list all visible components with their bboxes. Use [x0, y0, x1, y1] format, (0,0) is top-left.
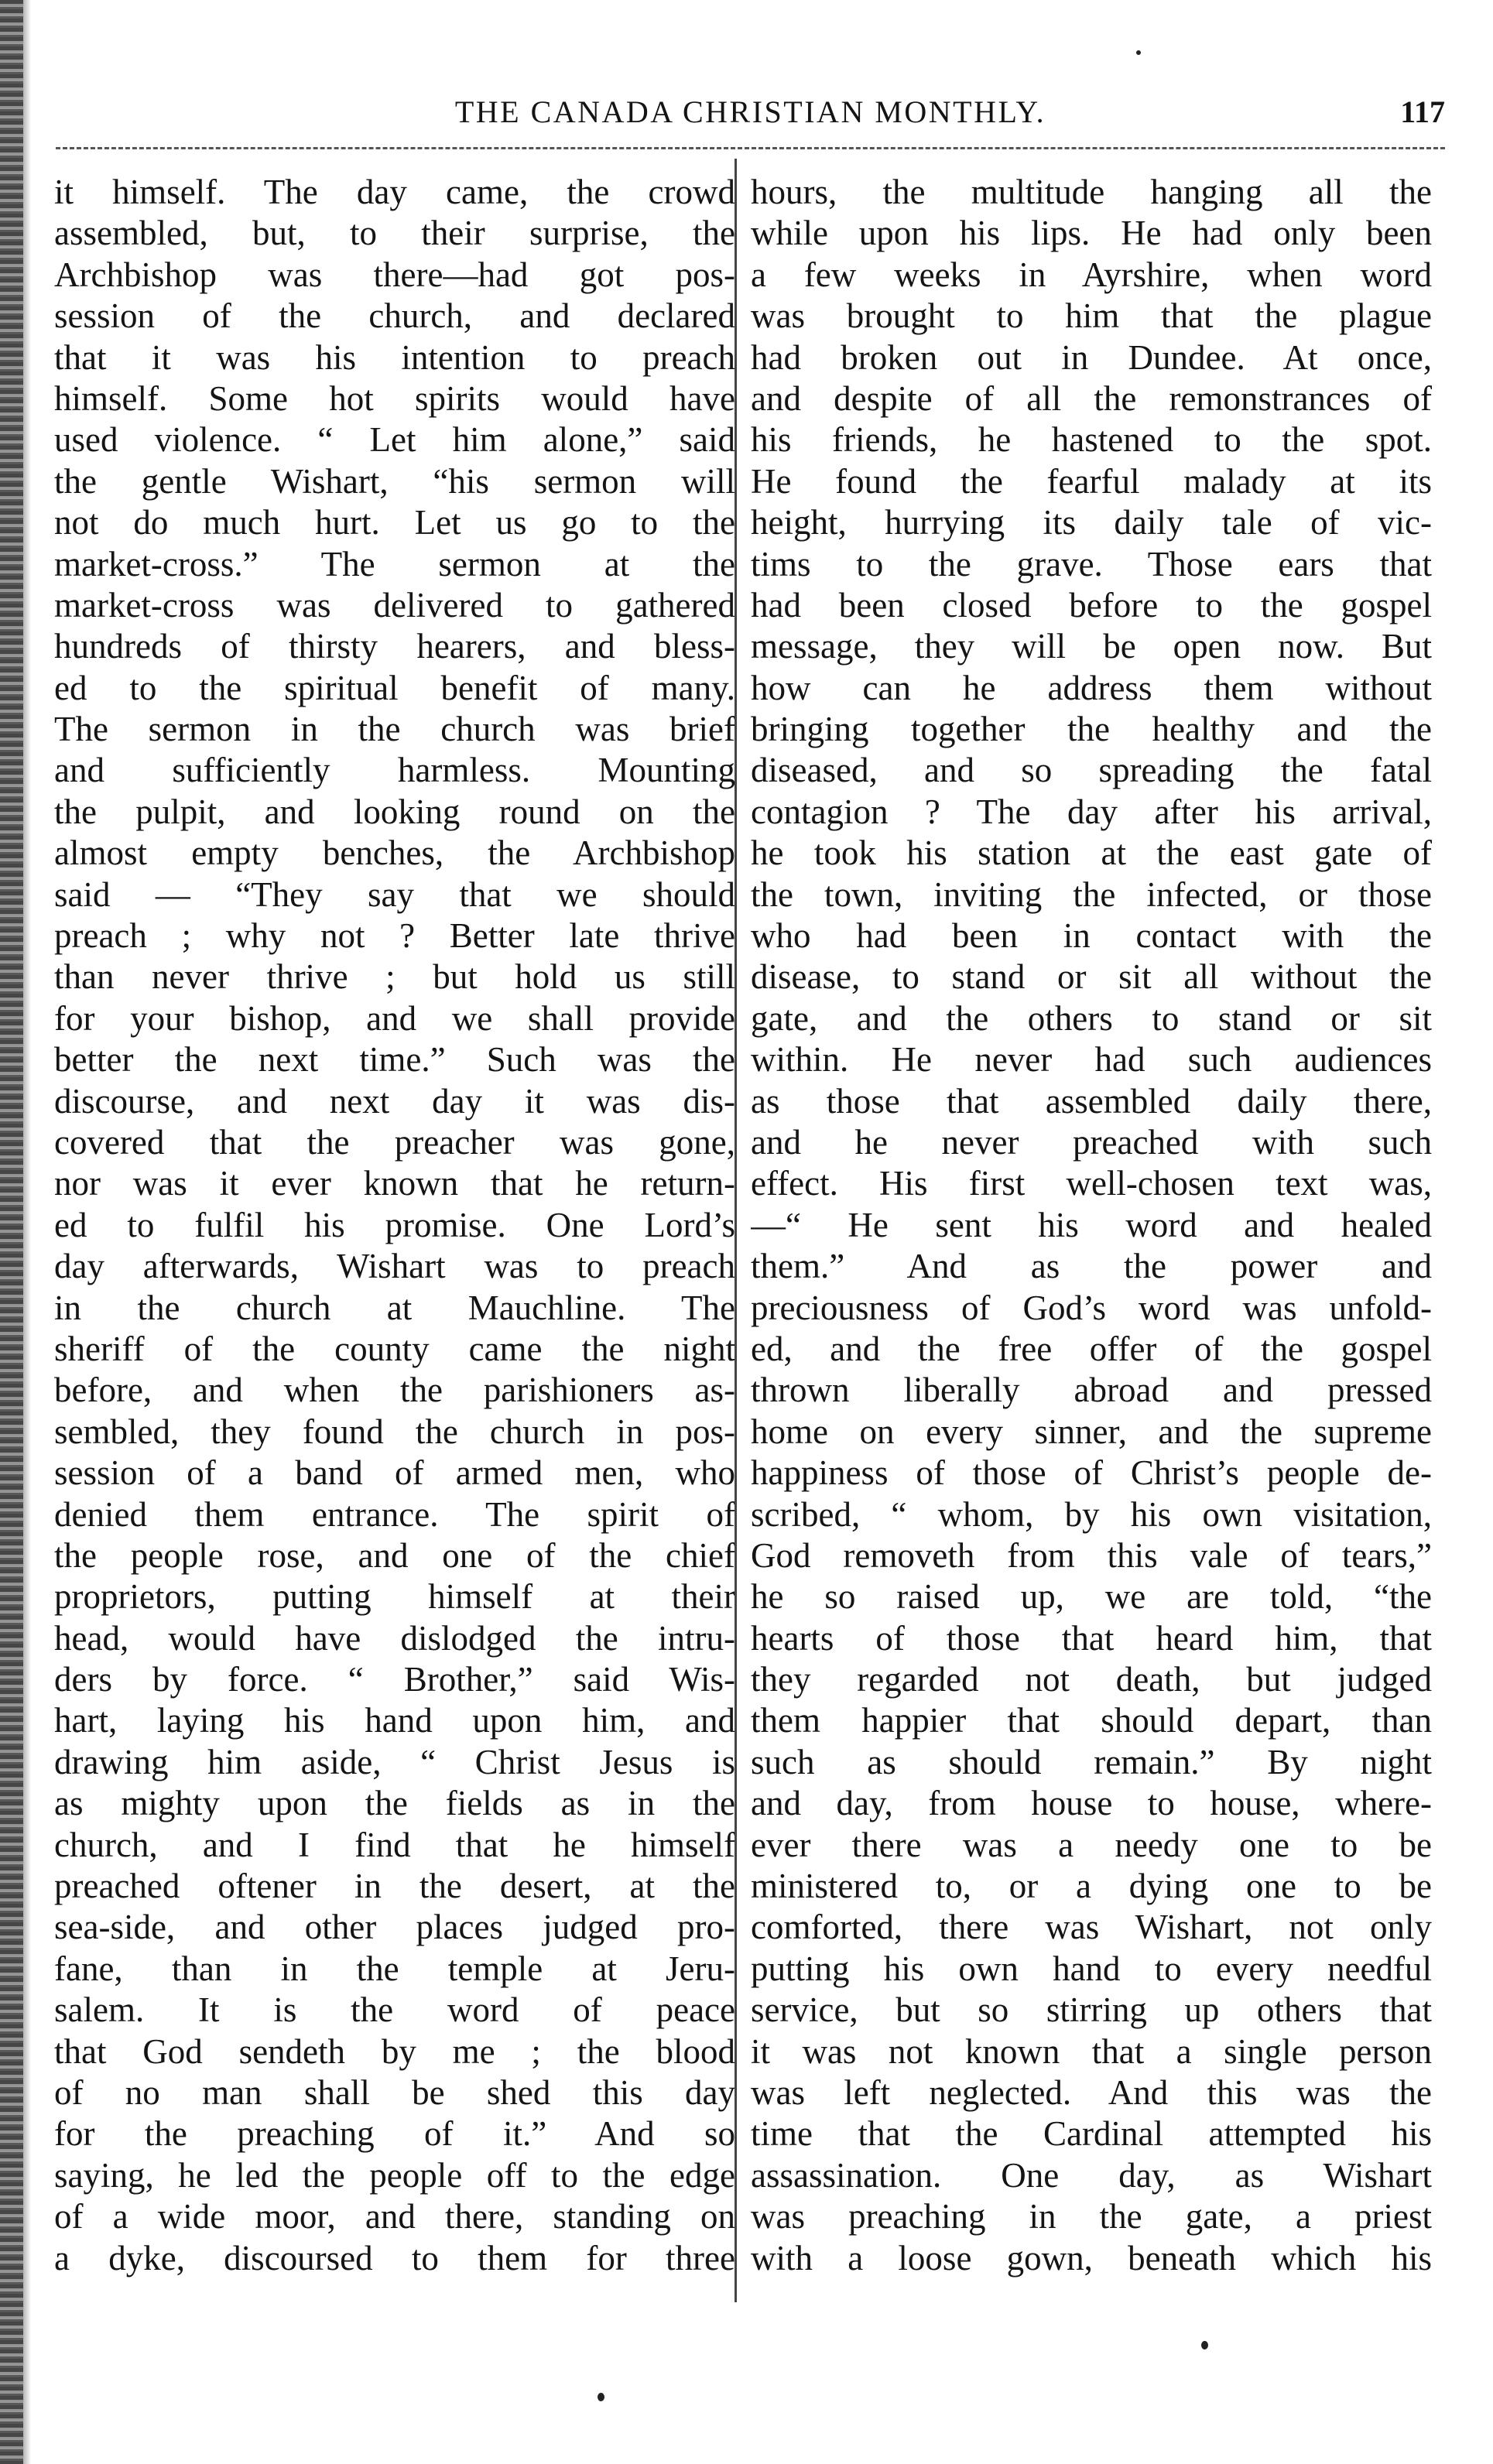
text-line: happiness of those of Christ’s people de- [751, 1453, 1432, 1493]
text-line: before, and when the parishioners as- [54, 1371, 735, 1410]
text-line: hearts of those that heard him, that [751, 1618, 1432, 1658]
text-line: that it was his intention to preach [54, 337, 735, 377]
text-line: the gentle Wishart, “his sermon will [54, 461, 735, 501]
text-line: scribed, “ whom, by his own visitation, [751, 1494, 1432, 1534]
text-line: and he never preached with such [751, 1122, 1432, 1162]
text-line: better the next time.” Such was the [54, 1040, 735, 1080]
text-line: time that the Cardinal attempted his [751, 2114, 1432, 2154]
text-line: them.” And as the power and [751, 1247, 1432, 1286]
text-line: ed, and the free offer of the gospel [751, 1329, 1432, 1368]
text-line: market-cross.” The sermon at the [54, 544, 735, 583]
text-line: God removeth from this vale of tears,” [751, 1535, 1432, 1575]
text-line: was preaching in the gate, a priest [751, 2197, 1432, 2236]
text-line: hours, the multitude hanging all the [751, 173, 1432, 211]
text-line: himself. Some hot spirits would have [54, 378, 735, 418]
text-line: for your bishop, and we shall provide [54, 998, 735, 1038]
text-line: who had been in contact with the [751, 916, 1432, 956]
text-line: how can he address them without [751, 668, 1432, 707]
text-line: session of the church, and declared [54, 296, 735, 336]
text-line: church, and I find that he himself [54, 1825, 735, 1864]
text-line: proprietors, putting himself at their [54, 1577, 735, 1617]
text-line: of a wide moor, and there, standing on [54, 2197, 735, 2236]
text-line: assassination. One day, as Wishart [751, 2155, 1432, 2195]
text-line: drawing him aside, “ Christ Jesus is [54, 1742, 735, 1781]
text-line: with a loose gown, beneath which his [751, 2238, 1432, 2277]
text-line: the town, inviting the infected, or those [751, 874, 1432, 914]
text-line: home on every sinner, and the supreme [751, 1412, 1432, 1451]
text-line: ders by force. “ Brother,” said Wis- [54, 1660, 735, 1699]
text-line: and despite of all the remonstrances of [751, 378, 1432, 418]
text-line: fane, than in the temple at Jeru- [54, 1949, 735, 1988]
text-line: preach ; why not ? Better late thrive [54, 916, 735, 956]
text-line: preached oftener in the desert, at the [54, 1867, 735, 1906]
text-line: his friends, he hastened to the spot. [751, 420, 1432, 460]
text-line: gate, and the others to stand or sit [751, 998, 1432, 1038]
text-line: ed to fulfil his promise. One Lord’s [54, 1205, 735, 1244]
text-line: effect. His first well-chosen text was, [751, 1164, 1432, 1203]
text-line: covered that the preacher was gone, [54, 1122, 735, 1162]
text-line: The sermon in the church was brief [54, 710, 735, 749]
text-line: it himself. The day came, the crowd [54, 173, 735, 211]
text-line: service, but so stirring up others that [751, 1990, 1432, 2030]
text-line: discourse, and next day it was dis- [54, 1081, 735, 1121]
text-line: sheriff of the county came the night [54, 1329, 735, 1368]
text-line: putting his own hand to every needful [751, 1949, 1432, 1988]
text-line: market-cross was delivered to gathered [54, 585, 735, 625]
text-line: had been closed before to the gospel [751, 585, 1432, 625]
text-line: head, would have dislodged the intru- [54, 1618, 735, 1658]
text-line: message, they will be open now. But [751, 627, 1432, 666]
text-line: hundreds of thirsty hearers, and bless- [54, 627, 735, 666]
text-line: bringing together the healthy and the [751, 710, 1432, 749]
ink-speck [598, 2393, 604, 2401]
text-line: denied them entrance. The spirit of [54, 1494, 735, 1534]
text-line: sea-side, and other places judged pro- [54, 1908, 735, 1947]
text-line: said — “They say that we should [54, 874, 735, 914]
text-line: ever there was a needy one to be [751, 1825, 1432, 1864]
text-line: of no man shall be shed this day [54, 2072, 735, 2112]
text-line: he took his station at the east gate of [751, 833, 1432, 873]
text-line: salem. It is the word of peace [54, 1990, 735, 2030]
text-line: ministered to, or a dying one to be [751, 1867, 1432, 1906]
text-line: assembled, but, to their surprise, the [54, 214, 735, 253]
text-line: nor was it ever known that he return- [54, 1164, 735, 1203]
running-header [56, 85, 1445, 139]
text-line: He found the fearful malady at its [751, 461, 1432, 501]
text-line: session of a band of armed men, who [54, 1453, 735, 1493]
text-line: comforted, there was Wishart, not only [751, 1908, 1432, 1947]
text-line: was left neglected. And this was the [751, 2072, 1432, 2112]
text-line: such as should remain.” By night [751, 1742, 1432, 1781]
text-line: and sufficiently harmless. Mounting [54, 751, 735, 790]
text-line: in the church at Mauchline. The [54, 1288, 735, 1327]
text-line: Archbishop was there—had got pos- [54, 255, 735, 294]
text-line: was brought to him that the plague [751, 296, 1432, 336]
text-line: for the preaching of it.” And so [54, 2114, 735, 2154]
journal-title: THE CANADA CHRISTIAN MONTHLY. [454, 94, 1046, 129]
text-line: saying, he led the people off to the edge [54, 2155, 735, 2195]
text-line: a dyke, discoursed to them for three [54, 2238, 735, 2277]
text-line: as mighty upon the fields as in the [54, 1784, 735, 1823]
text-line: as those that assembled daily there, [751, 1081, 1432, 1121]
text-line: tims to the grave. Those ears that [751, 544, 1432, 583]
text-line: they regarded not death, but judged [751, 1660, 1432, 1699]
text-line: ed to the spiritual benefit of many. [54, 668, 735, 707]
text-line: thrown liberally abroad and pressed [751, 1371, 1432, 1410]
text-line: used violence. “ Let him alone,” said [54, 420, 735, 460]
left-text-column [54, 172, 735, 2279]
right-text-column [751, 172, 1432, 2279]
text-line: day afterwards, Wishart was to preach [54, 1247, 735, 1286]
text-line: preciousness of God’s word was unfold- [751, 1288, 1432, 1327]
text-line: than never thrive ; but hold us still [54, 957, 735, 997]
text-line: had broken out in Dundee. At once, [751, 337, 1432, 377]
ink-speck [1201, 2341, 1208, 2349]
text-line: not do much hurt. Let us go to the [54, 503, 735, 542]
text-line: them happier that should depart, than [751, 1701, 1432, 1740]
text-line: height, hurrying its daily tale of vic- [751, 503, 1432, 542]
text-line: it was not known that a single person [751, 2031, 1432, 2071]
text-line: that God sendeth by me ; the blood [54, 2031, 735, 2071]
header-rule [56, 147, 1445, 149]
text-line: sembled, they found the church in pos- [54, 1412, 735, 1451]
text-line: the pulpit, and looking round on the [54, 792, 735, 831]
book-binding-edge [0, 0, 23, 2464]
text-line: disease, to stand or sit all without the [751, 957, 1432, 997]
text-line: the people rose, and one of the chief [54, 1535, 735, 1575]
text-line: while upon his lips. He had only been [751, 214, 1432, 253]
column-divider [735, 159, 737, 2302]
page-number: 117 [1400, 94, 1445, 129]
ink-speck [1136, 50, 1141, 55]
text-line: almost empty benches, the Archbishop [54, 833, 735, 873]
text-line: he so raised up, we are told, “the [751, 1577, 1432, 1617]
text-line: and day, from house to house, where- [751, 1784, 1432, 1823]
text-line: a few weeks in Ayrshire, when word [751, 255, 1432, 294]
text-line: contagion ? The day after his arrival, [751, 792, 1432, 831]
page-gutter-shadow [23, 0, 31, 2464]
text-line: —“ He sent his word and healed [751, 1205, 1432, 1244]
text-line: diseased, and so spreading the fatal [751, 751, 1432, 790]
text-line: hart, laying his hand upon him, and [54, 1701, 735, 1740]
text-line: within. He never had such audiences [751, 1040, 1432, 1080]
